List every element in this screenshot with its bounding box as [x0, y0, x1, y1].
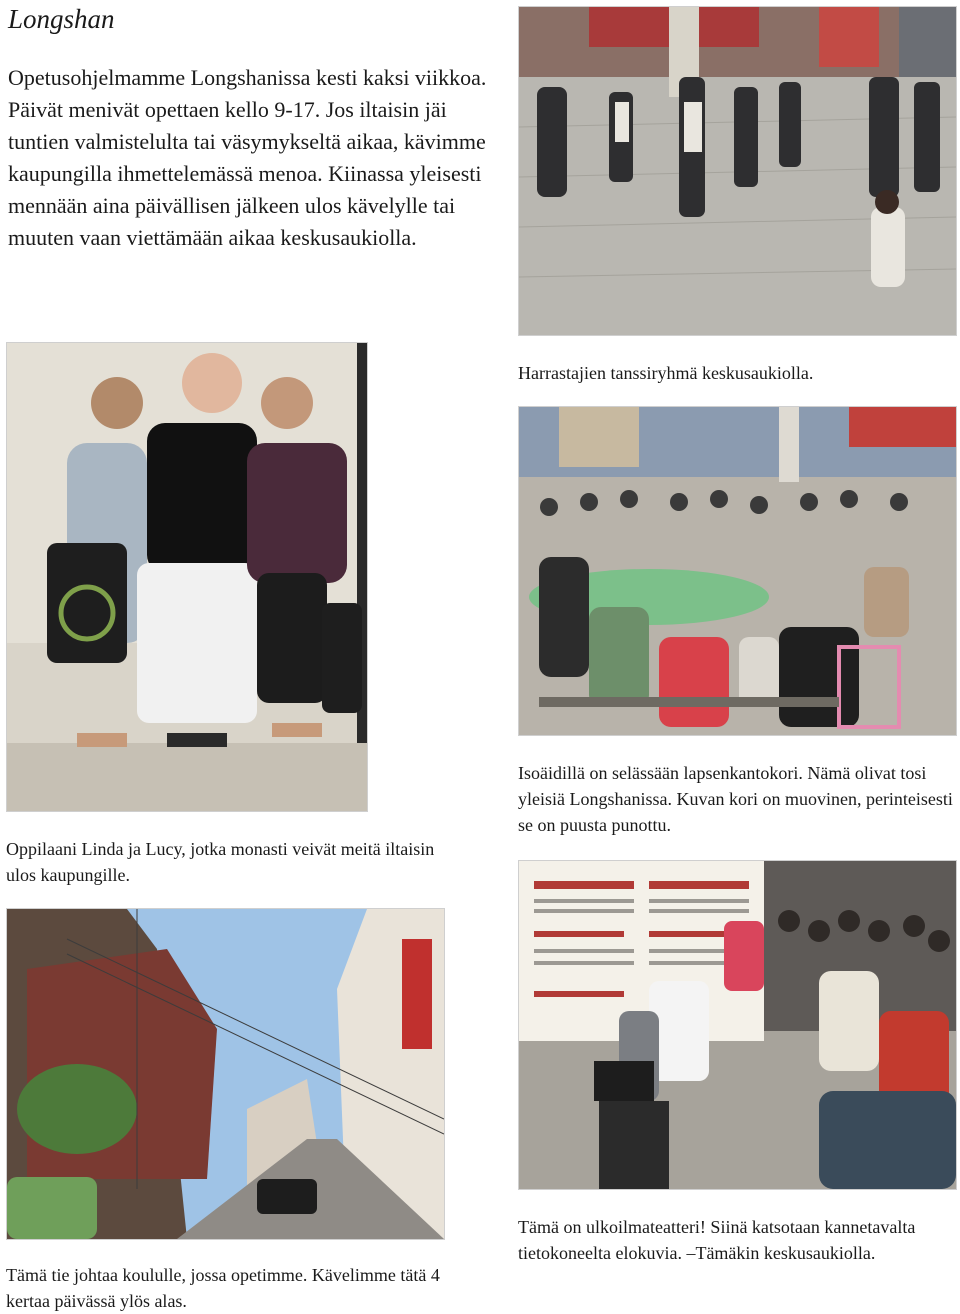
intro-paragraph: Opetusohjelmamme Longshanissa kesti kaksi viikkoa. Päivät menivät opettaen kello 9-17. Jos iltaisin jäi tuntien valmistelulta tai väsymykseltä aikaa, kävimme kaupungilla ihmettelemässä menoa. Kiinassa yleisesti mennään aina päivällisen jälkeen ulos kävelylle tai muuten vaan viettämään aikaa keskusaukiolla. — [8, 65, 487, 250]
caption-theater: Tämä on ulkoilmateatteri! Siinä katsotaan kannetavalta tietokoneelta elokuvia. –Tämäkin keskusaukiolla. — [518, 1217, 916, 1263]
photo-theater — [518, 860, 957, 1190]
photo-dance-group — [518, 6, 957, 336]
caption-students: Oppilaani Linda ja Lucy, jotka monasti veivät meitä iltaisin ulos kaupungille. — [6, 839, 435, 885]
caption-road: Tämä tie johtaa koululle, jossa opetimme. Kävelimme tätä 4 kertaa päivässä ylös alas. — [6, 1265, 440, 1311]
photo-road — [6, 908, 445, 1240]
photo-grandmothers — [518, 406, 957, 736]
caption-grandmothers: Isoäidillä on selässään lapsenkantokori. Nämä olivat tosi yleisiä Longshanissa. Kuvan kori on muovinen, perinteisesti se on puusta punottu. — [518, 763, 953, 835]
photo-students — [6, 342, 368, 812]
page-title: Longshan — [8, 4, 115, 34]
caption-dance: Harrastajien tanssiryhmä keskusaukiolla. — [518, 363, 814, 383]
